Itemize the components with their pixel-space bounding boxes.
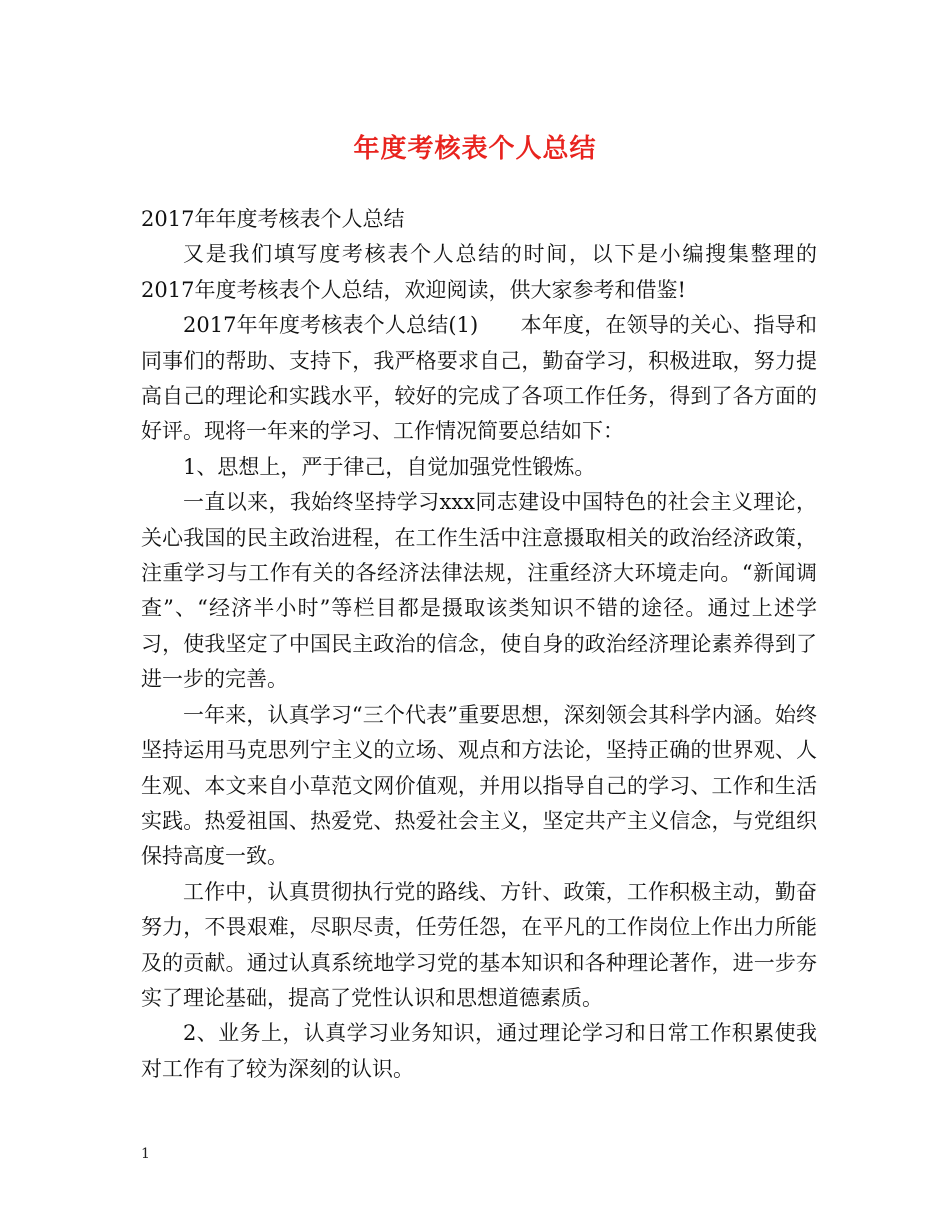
paragraph-section-1-heading: 1、思想上，严于律己，自觉加强党性锻炼。 xyxy=(183,454,596,479)
paragraph-work-attitude: 工作中，认真贯彻执行党的路线、方针、政策，工作积极主动，勤奋努力，不畏艰难，尽职尽责，任劳任怨，在平凡的工作岗位上作出力所能及的贡献。通过认真系统地学习党的基本知识和各种理论著作，进一步夯实了理论基础，提高了党性认识和思想道德素质。 xyxy=(141,879,817,1010)
page-number: 1 xyxy=(141,1146,150,1162)
paragraph-summary-opening: 2017年年度考核表个人总结(1) 本年度，在领导的关心、指导和同事们的帮助、支持下，我严格要求自己，勤奋学习，积极进取，努力提高自己的理论和实践水平，较好的完成了各项工作任务，得到了各方面的好评。现将一年来的学习、工作情况简要总结如下： xyxy=(141,313,817,444)
paragraph-subtitle: 2017年年度考核表个人总结 xyxy=(141,207,405,231)
paragraph-section-2-heading: 2、业务上，认真学习业务知识，通过理论学习和日常工作积累使我对工作有了较为深刻的认识。 xyxy=(141,1021,817,1081)
paragraph-three-represents: 一年来，认真学习“三个代表”重要思想，深刻领会其科学内涵。始终坚持运用马克思列宁主义的立场、观点和方法论，坚持正确的世界观、人生观、本文来自小草范文网价值观，并用以指导自己的学习、工作和生活实践。热爱祖国、热爱党、热爱社会主义，坚定共产主义信念，与党组织保持高度一致。 xyxy=(141,702,817,869)
paragraph-intro: 又是我们填写度考核表个人总结的时间，以下是小编搜集整理的2017年度考核表个人总结，欢迎阅读，供大家参考和借鉴! xyxy=(141,242,817,302)
document-body xyxy=(141,202,817,1087)
document-title: 年度考核表个人总结 xyxy=(353,134,597,164)
paragraph-study-theory: 一直以来，我始终坚持学习xxx同志建设中国特色的社会主义理论，关心我国的民主政治进程，在工作生活中注意摄取相关的政治经济政策，注重学习与工作有关的各经济法律法规，注重经济大环境走向。“新闻调查”、“经济半小时”等栏目都是摄取该类知识不错的途径。通过上述学习，使我坚定了中国民主政治的信念，使自身的政治经济理论素养得到了进一步的完善。 xyxy=(141,490,817,692)
